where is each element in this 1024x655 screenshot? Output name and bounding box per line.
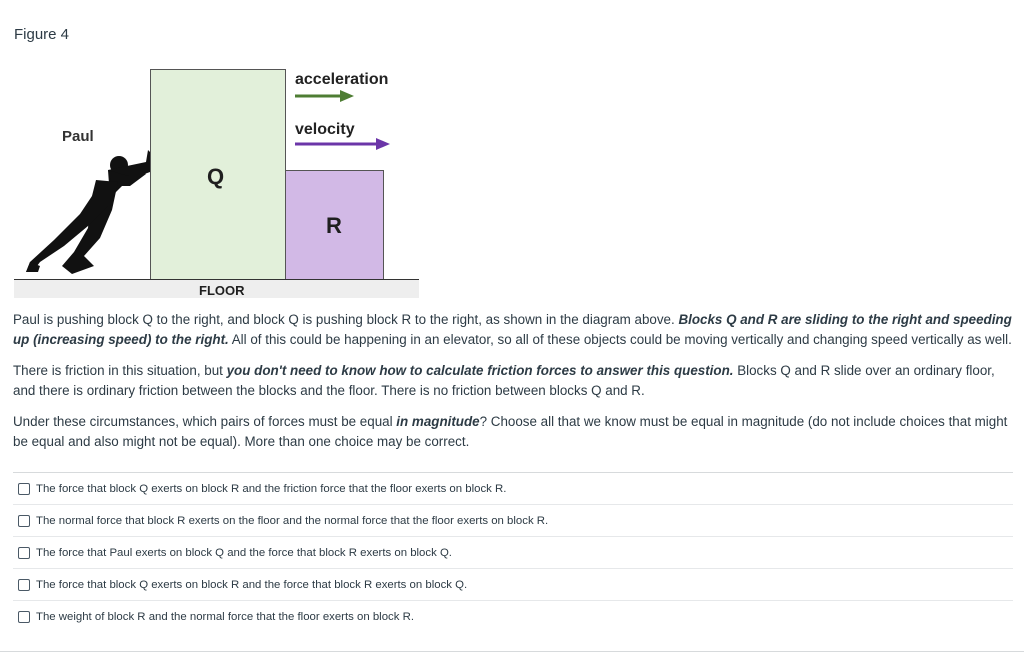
block-r-label: R (326, 213, 342, 238)
p1-text-c: All of this could be happening in an elevator, so all of these objects could be moving vertically and changing speed vertically as well. (228, 332, 1012, 347)
answer-choices (13, 472, 1013, 632)
floor-label: FLOOR (199, 283, 245, 298)
choice-item[interactable] (13, 537, 1013, 569)
p2-text-a: There is friction in this situation, but (13, 363, 227, 378)
choice-item[interactable] (13, 473, 1013, 505)
question-paragraph-1 (13, 310, 1013, 350)
checkbox-icon[interactable] (18, 611, 30, 623)
p3-text-c: ? Choose all that we know must be equal in magnitude (do not include choices that might be equal and also might not be equal). More than one choice may be correct. (13, 414, 1008, 449)
choice-label[interactable]: The normal force that block R exerts on the floor and the normal force that the floor exerts on block R. (36, 514, 549, 527)
paul-label: Paul (62, 128, 94, 145)
question-paragraph-2 (13, 361, 1013, 401)
question-paragraph-3 (13, 412, 1013, 452)
acceleration-arrow (295, 90, 354, 102)
p3-text-a: Under these circumstances, which pairs of forces must be equal (13, 414, 397, 429)
choice-label[interactable]: The force that Paul exerts on block Q and the force that block R exerts on block Q. (36, 546, 452, 559)
choice-label[interactable]: The force that block Q exerts on block R and the friction force that the floor exerts on block R. (36, 482, 507, 495)
choice-item[interactable] (13, 505, 1013, 537)
choice-label[interactable]: The force that block Q exerts on block R and the force that block R exerts on block Q. (36, 578, 468, 591)
p1-text-a: Paul is pushing block Q to the right, and block Q is pushing block R to the right, as shown in the diagram above. (13, 312, 679, 327)
p2-text-emphasis: you don't need to know how to calculate friction forces to answer this question. (226, 363, 734, 378)
checkbox-icon[interactable] (18, 579, 30, 591)
acceleration-label: acceleration (295, 71, 389, 88)
block-q-label: Q (207, 164, 225, 189)
choice-item[interactable] (13, 601, 1013, 632)
block-r (285, 170, 384, 280)
paul-figure (26, 150, 150, 274)
velocity-label: velocity (295, 121, 355, 138)
velocity-arrow (295, 138, 390, 150)
choice-label[interactable]: The weight of block R and the normal force that the floor exerts on block R. (36, 610, 414, 623)
block-q (150, 69, 286, 280)
checkbox-icon[interactable] (18, 483, 30, 495)
choice-item[interactable] (13, 569, 1013, 601)
bottom-divider (0, 651, 1024, 652)
physics-diagram (0, 0, 430, 300)
checkbox-icon[interactable] (18, 515, 30, 527)
p1-text-emphasis: Blocks Q and R are sliding to the right and speeding up (increasing speed) to the right. (13, 312, 1012, 347)
checkbox-icon[interactable] (18, 547, 30, 559)
p3-text-emphasis: in magnitude (396, 414, 480, 429)
figure-title: Figure 4 (14, 26, 70, 43)
p2-text-c: Blocks Q and R slide over an ordinary floor, and there is ordinary friction between the blocks and the floor. There is no friction between blocks Q and R. (13, 363, 995, 398)
